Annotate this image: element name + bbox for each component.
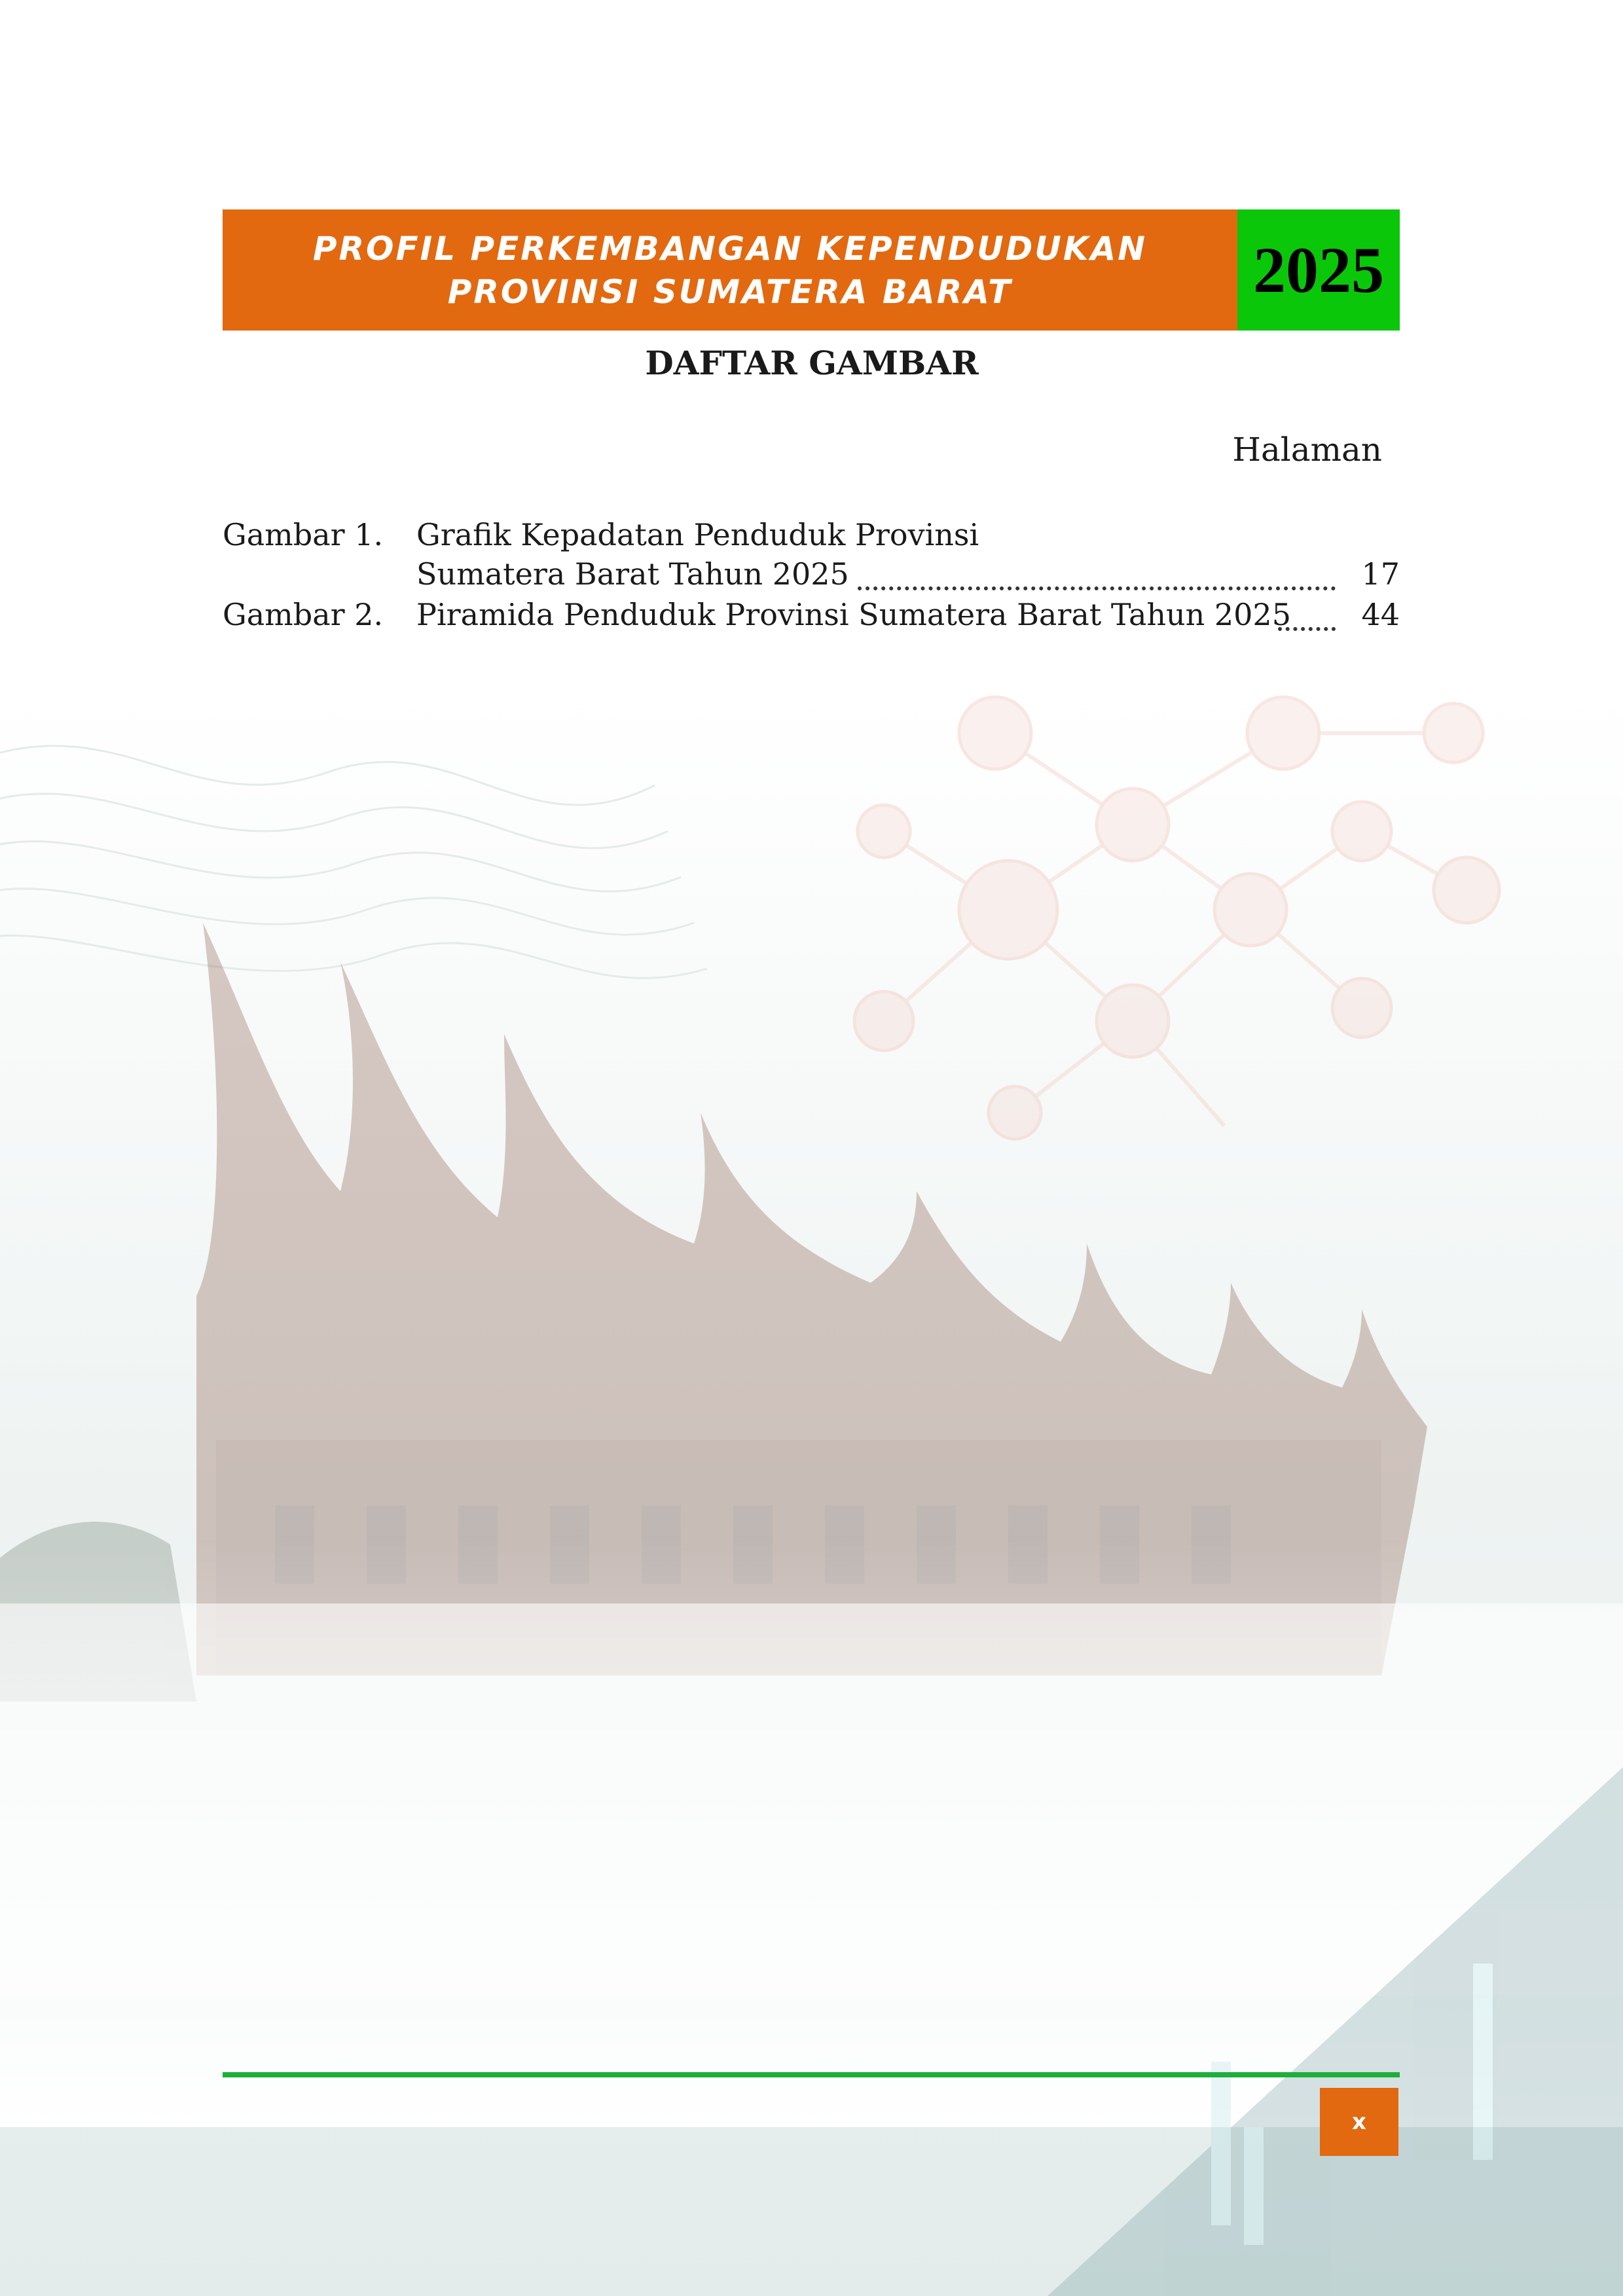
toc-leader-dots <box>1278 622 1336 631</box>
toc-entry-title: Piramida Penduduk Provinsi Sumatera Barat Tahun 2025 <box>416 597 1291 632</box>
header-title-line-2: PROVINSI SUMATERA BARAT <box>447 272 1013 311</box>
toc-leader-dots <box>858 581 1336 590</box>
header-title-band <box>223 209 1237 331</box>
toc-entry-1[interactable] <box>223 517 1400 596</box>
page-column-label: Halaman <box>1232 431 1382 469</box>
toc-entry-page: 17 <box>1361 556 1400 592</box>
toc-entry-title: Grafik Kepadatan Penduduk Provinsi <box>416 517 979 552</box>
header-year-badge: 2025 <box>1237 209 1400 331</box>
toc-entry-title-continued: Sumatera Barat Tahun 2025 <box>416 556 849 592</box>
toc-entry-2[interactable] <box>223 597 1400 636</box>
page-title: DAFTAR GAMBAR <box>645 344 979 382</box>
footer-rule <box>223 2072 1400 2077</box>
toc-entry-label: Gambar 1. <box>223 517 384 552</box>
toc-entry-page: 44 <box>1361 597 1400 632</box>
header-title-line-1: PROFIL PERKEMBANGAN KEPENDUDUKAN <box>312 229 1148 268</box>
toc-entry-label: Gambar 2. <box>223 597 384 632</box>
page-number-badge: x <box>1320 2088 1398 2156</box>
